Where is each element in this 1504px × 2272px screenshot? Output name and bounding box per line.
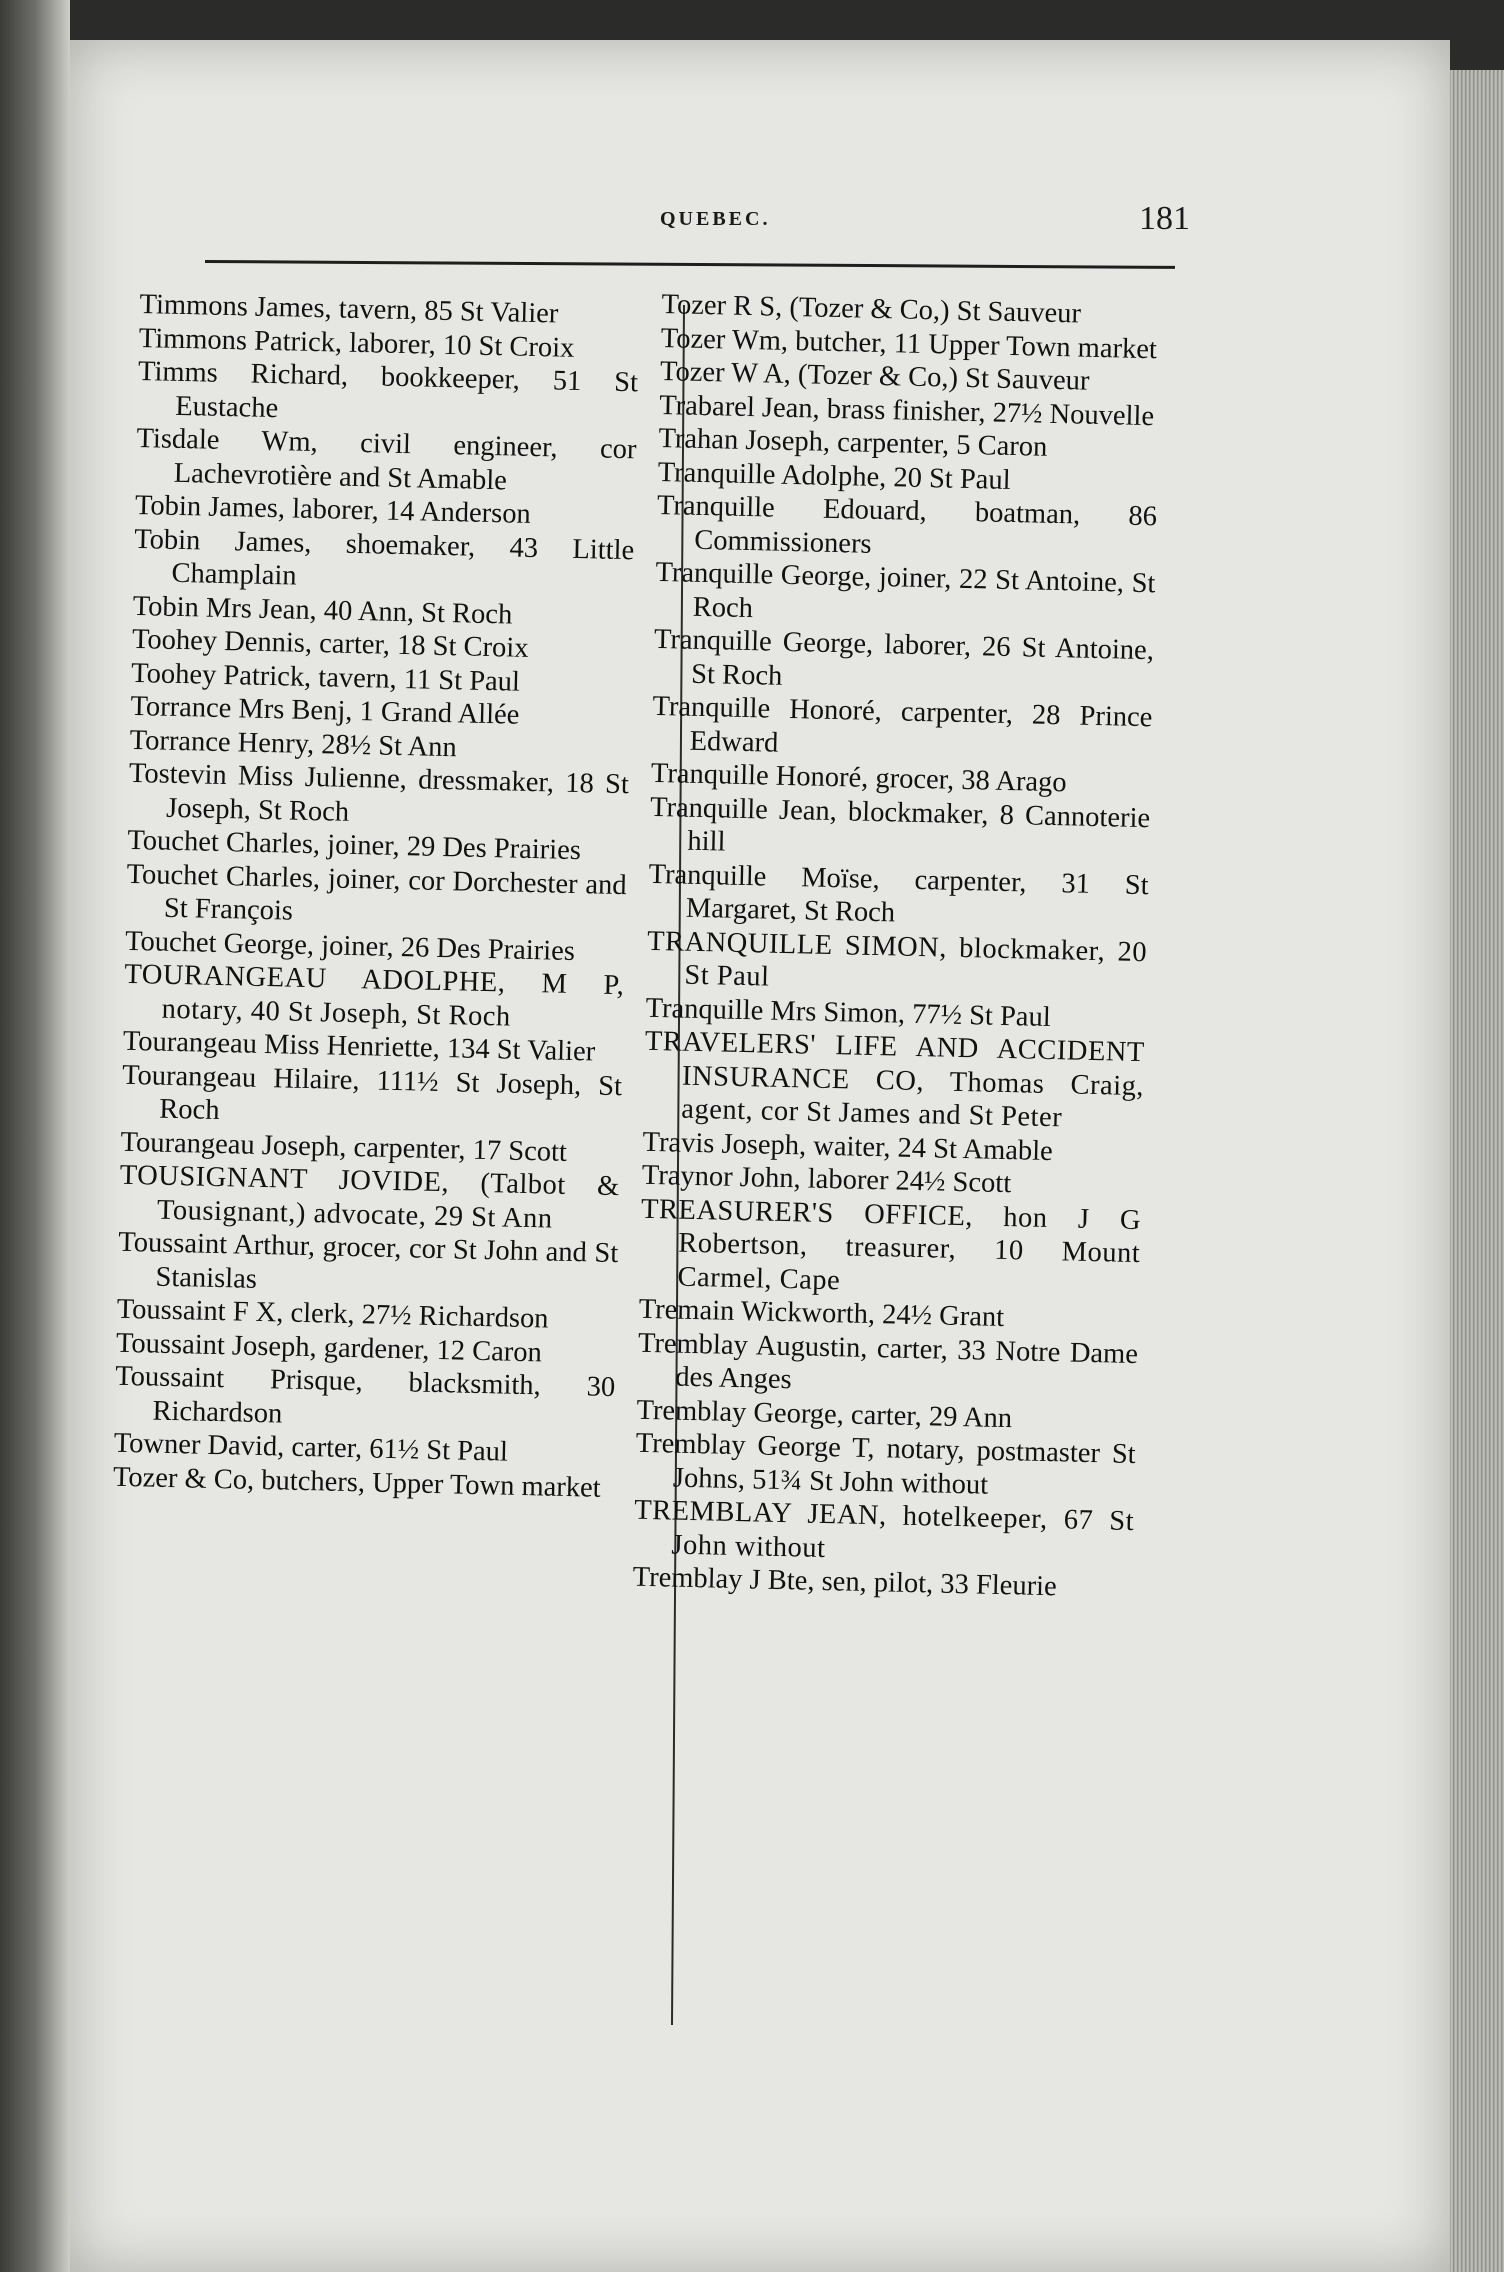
directory-entry: Tisdale Wm, civil engineer, cor Lachevrotière and St Amable: [136, 422, 637, 496]
directory-entry: Travis Joseph, waiter, 24 St Amable: [642, 1126, 1054, 1167]
directory-entry: Trahan Joseph, carpenter, 5 Caron: [658, 422, 1048, 463]
directory-entry: Toussaint Prisque, blacksmith, 30 Richardson: [114, 1360, 616, 1430]
directory-entry: Tremblay J Bte, sen, pilot, 33 Fleurie: [632, 1561, 1058, 1603]
page-edges: [1450, 70, 1504, 2272]
directory-entry: Tozer & Co, butchers, Upper Town market: [112, 1461, 602, 1504]
directory-entry: Tranquille Adolphe, 20 St Paul: [657, 456, 1011, 496]
directory-entry: TOURANGEAU ADOLPHE, M P, notary, 40 St Joseph, St Roch: [124, 958, 625, 1033]
directory-entry: Tranquille Jean, blockmaker, 8 Cannoterie hill: [649, 791, 1151, 858]
directory-entry: Tobin Mrs Jean, 40 Ann, St Roch: [132, 590, 513, 631]
directory-entry: Tremblay George T, notary, postmaster St Johns, 51¾ St John without: [635, 1427, 1137, 1501]
directory-entry: Tozer Wm, butcher, 11 Upper Town market: [660, 322, 1158, 365]
directory-entry: Torrance Henry, 28½ St Ann: [129, 724, 458, 763]
directory-entry: Tranquille Moïse, carpenter, 31 St Margaret, St Roch: [648, 858, 1149, 929]
left-column: [113, 288, 640, 1505]
directory-entry: Tourangeau Hilaire, 111½ St Joseph, St Roch: [121, 1059, 623, 1127]
directory-entry: Tranquille Honoré, grocer, 38 Arago: [650, 757, 1067, 799]
directory-entry: Tozer R S, (Tozer & Co,) St Sauveur: [661, 288, 1082, 330]
page-header: [210, 200, 1190, 260]
directory-entry: TOUSIGNANT JOVIDE, (Talbot & Tousignant,) advocate, 29 St Ann: [119, 1159, 621, 1235]
directory-entry: Tremblay Augustin, carter, 33 Notre Dame des Anges: [637, 1327, 1139, 1396]
directory-entry: Toohey Patrick, tavern, 11 St Paul: [130, 657, 521, 698]
directory-entry: Tobin James, laborer, 14 Anderson: [134, 489, 532, 530]
directory-entry: Tranquille George, laborer, 26 St Antoine, St Roch: [653, 623, 1155, 692]
directory-entry: Touchet George, joiner, 26 Des Prairies: [124, 925, 576, 967]
directory-entry: Toussaint Joseph, gardener, 12 Caron: [115, 1327, 543, 1368]
directory-entry: Tranquille Honoré, carpenter, 28 Prince Edward: [652, 690, 1153, 759]
directory-entry: Tostevin Miss Julienne, dressmaker, 18 St Joseph, St Roch: [128, 757, 630, 828]
directory-entry: Toohey Dennis, carter, 18 St Croix: [131, 623, 529, 664]
page-number: 181: [1139, 200, 1190, 237]
directory-entry: Timmons James, tavern, 85 St Valier: [139, 288, 559, 330]
directory-entry: TREASURER'S OFFICE, hon J G Robertson, treasurer, 10 Mount Carmel, Cape: [640, 1193, 1142, 1296]
directory-entry: Tranquille Mrs Simon, 77½ St Paul: [645, 992, 1052, 1033]
directory-entry: Traynor John, laborer 24½ Scott: [641, 1159, 1012, 1200]
directory-entry: TRANQUILLE SIMON, blockmaker, 20 St Paul: [646, 925, 1148, 993]
directory-entry: Touchet Charles, joiner, cor Dorchester and St François: [126, 858, 627, 927]
directory-entry: Trabarel Jean, brass finisher, 27½ Nouvelle: [658, 389, 1155, 432]
directory-entry: Timmons Patrick, laborer, 10 St Croix: [138, 322, 575, 364]
directory-entry: Tranquille Edouard, boatman, 86 Commissioners: [656, 489, 1158, 560]
directory-entry: Tozer W A, (Tozer & Co,) St Sauveur: [659, 355, 1090, 397]
directory-entry: Tremain Wickworth, 24½ Grant: [638, 1293, 1005, 1334]
directory-entry: Tourangeau Joseph, carpenter, 17 Scott: [120, 1126, 568, 1168]
directory-entry: Touchet Charles, joiner, 29 Des Prairies: [127, 824, 582, 867]
directory-entry: Tremblay George, carter, 29 Ann: [636, 1394, 1013, 1434]
directory-entry: TRAVELERS' LIFE AND ACCIDENT INSURANCE CO, Thomas Craig, agent, cor St James and St Peter: [644, 1025, 1146, 1134]
directory-entry: Toussaint F X, clerk, 27½ Richardson: [116, 1293, 549, 1335]
right-column: [632, 288, 1162, 1606]
directory-entry: Timms Richard, bookkeeper, 51 St Eustache: [137, 355, 639, 424]
directory-entry: Tobin James, shoemaker, 43 Little Champlain: [133, 523, 635, 592]
book-binding: [0, 0, 70, 2272]
directory-entry: TREMBLAY JEAN, hotelkeeper, 67 St John without: [633, 1494, 1135, 1564]
directory-entry: Toussaint Arthur, grocer, cor St John and St Stanislas: [117, 1226, 619, 1295]
directory-entry: Torrance Mrs Benj, 1 Grand Allée: [130, 690, 520, 731]
directory-entry: Tranquille George, joiner, 22 St Antoine, St Roch: [655, 556, 1156, 624]
directory-entry: Tourangeau Miss Henriette, 134 St Valier: [122, 1025, 596, 1068]
directory-entry: Towner David, carter, 61½ St Paul: [113, 1427, 509, 1468]
running-title: QUEBEC.: [660, 208, 771, 230]
